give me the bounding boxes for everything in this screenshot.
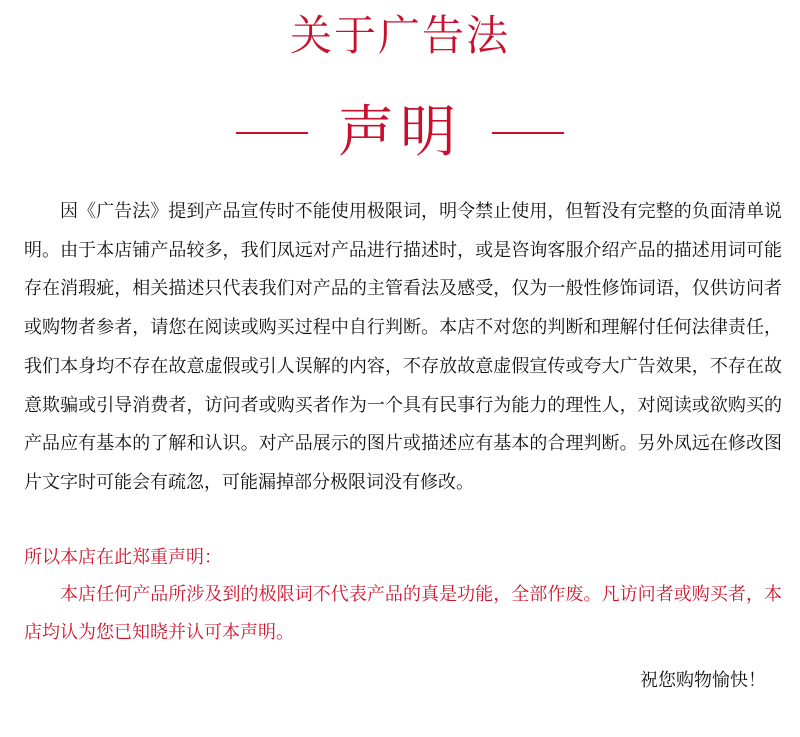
page-title: 关于广告法 [289,11,510,60]
notice-paragraph: 本店任何产品所涉及到的极限词不代表产品的真是功能，全部作废。凡访问者或购买者，本店均认为您已知晓并认可本声明。 [24,584,782,643]
closing-message: 祝您购物愉快！ [640,670,766,691]
notice-heading: 所以本店在此郑重声明： [24,547,222,568]
left-divider [236,132,308,134]
body-paragraph-text: 因《广告法》提到产品宣传时不能使用极限词，明令禁止使用，但暂没有完整的负面清单说明。由于本店铺产品较多，我们凤远对产品进行描述时，或是咨询客服介绍产品的描述用词可能存在消瑕疵，相关描述只代表我们对产品的主管看法及感受，仅为一般性修饰词语，仅供访问者或购物者参者，请您在阅读或购买过程中自行判断。本店不对您的判断和理解付任何法律责任，我们本身均不存在故意虚假或引人误解的内容，不存放故意虚假宣传或夸大广告效果，不存在故意欺骗或引导消费者，访问者或购买者作为一个具有民事行为能力的理性人，对阅读或欲购买的产品应有基本的了解和认识。对产品展示的图片或描述应有基本的合理判断。另外凤远在修改图片文字时可能会有疏忽，可能漏掉部分极限词没有修改。 [24,201,782,493]
page-subtitle: 声明 [338,100,462,165]
right-divider [492,132,564,134]
body-paragraph [24,193,782,503]
subtitle-row [0,98,800,168]
